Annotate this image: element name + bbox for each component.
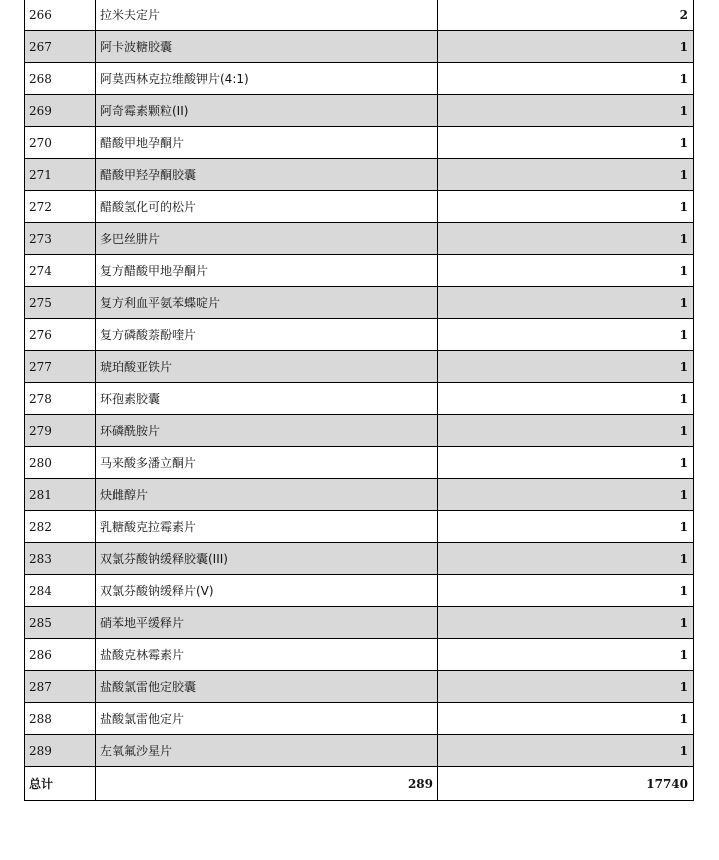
row-count: 1 [438, 415, 694, 447]
drug-name: 双氯芬酸钠缓释胶囊(III) [96, 543, 438, 575]
drug-name: 阿莫西林克拉维酸钾片(4:1) [96, 63, 438, 95]
table-row [25, 63, 694, 95]
row-number: 277 [25, 351, 96, 383]
table-row [25, 31, 694, 63]
row-number: 284 [25, 575, 96, 607]
row-number: 278 [25, 383, 96, 415]
row-count: 1 [438, 479, 694, 511]
row-count: 1 [438, 511, 694, 543]
drug-name: 拉米夫定片 [96, 0, 438, 31]
row-count: 1 [438, 159, 694, 191]
table-row [25, 607, 694, 639]
row-number: 279 [25, 415, 96, 447]
table-body [25, 0, 694, 801]
row-count: 1 [438, 223, 694, 255]
table-row [25, 575, 694, 607]
row-number: 268 [25, 63, 96, 95]
drug-name: 醋酸甲羟孕酮胶囊 [96, 159, 438, 191]
row-number: 276 [25, 319, 96, 351]
drug-name: 硝苯地平缓释片 [96, 607, 438, 639]
row-count: 1 [438, 607, 694, 639]
drug-name: 琥珀酸亚铁片 [96, 351, 438, 383]
drug-name: 马来酸多潘立酮片 [96, 447, 438, 479]
row-number: 287 [25, 671, 96, 703]
drug-name: 醋酸氢化可的松片 [96, 191, 438, 223]
row-number: 286 [25, 639, 96, 671]
row-number: 270 [25, 127, 96, 159]
row-count: 1 [438, 127, 694, 159]
row-number: 283 [25, 543, 96, 575]
drug-name: 醋酸甲地孕酮片 [96, 127, 438, 159]
row-number: 285 [25, 607, 96, 639]
table-row [25, 447, 694, 479]
drug-name: 多巴丝肼片 [96, 223, 438, 255]
drug-name: 阿奇霉素颗粒(II) [96, 95, 438, 127]
drug-name: 复方利血平氨苯蝶啶片 [96, 287, 438, 319]
row-count: 1 [438, 287, 694, 319]
table-row [25, 255, 694, 287]
row-number: 267 [25, 31, 96, 63]
table-row [25, 735, 694, 767]
table-row [25, 127, 694, 159]
row-count: 1 [438, 31, 694, 63]
drug-name: 复方磷酸萘酚喹片 [96, 319, 438, 351]
row-number: 282 [25, 511, 96, 543]
table-row [25, 415, 694, 447]
row-count: 1 [438, 255, 694, 287]
row-number: 275 [25, 287, 96, 319]
drug-name: 阿卡波糖胶囊 [96, 31, 438, 63]
total-items: 289 [96, 767, 438, 801]
table-row [25, 639, 694, 671]
table-row [25, 95, 694, 127]
table-row [25, 159, 694, 191]
row-count: 2 [438, 0, 694, 31]
drug-table [24, 0, 694, 801]
row-count: 1 [438, 447, 694, 479]
drug-name: 环孢素胶囊 [96, 383, 438, 415]
row-count: 1 [438, 639, 694, 671]
row-count: 1 [438, 63, 694, 95]
table-row [25, 0, 694, 31]
row-count: 1 [438, 703, 694, 735]
row-number: 266 [25, 0, 96, 31]
table-row [25, 383, 694, 415]
table-row [25, 319, 694, 351]
table-row [25, 671, 694, 703]
row-count: 1 [438, 95, 694, 127]
table-row [25, 511, 694, 543]
total-label: 总计 [25, 767, 96, 801]
row-count: 1 [438, 191, 694, 223]
row-count: 1 [438, 351, 694, 383]
drug-name: 左氧氟沙星片 [96, 735, 438, 767]
table-row [25, 543, 694, 575]
row-count: 1 [438, 319, 694, 351]
drug-name: 双氯芬酸钠缓释片(V) [96, 575, 438, 607]
row-count: 1 [438, 671, 694, 703]
drug-name: 复方醋酸甲地孕酮片 [96, 255, 438, 287]
row-number: 272 [25, 191, 96, 223]
table-row [25, 287, 694, 319]
total-row [25, 767, 694, 801]
row-number: 273 [25, 223, 96, 255]
row-number: 280 [25, 447, 96, 479]
row-number: 288 [25, 703, 96, 735]
row-number: 271 [25, 159, 96, 191]
drug-name: 环磷酰胺片 [96, 415, 438, 447]
table-row [25, 351, 694, 383]
row-count: 1 [438, 543, 694, 575]
drug-name: 盐酸氯雷他定胶囊 [96, 671, 438, 703]
row-number: 281 [25, 479, 96, 511]
drug-name: 乳糖酸克拉霉素片 [96, 511, 438, 543]
row-number: 269 [25, 95, 96, 127]
row-number: 289 [25, 735, 96, 767]
row-count: 1 [438, 383, 694, 415]
row-number: 274 [25, 255, 96, 287]
table-row [25, 479, 694, 511]
drug-name: 盐酸克林霉素片 [96, 639, 438, 671]
table-row [25, 703, 694, 735]
drug-name: 炔雌醇片 [96, 479, 438, 511]
total-count: 17740 [438, 767, 694, 801]
row-count: 1 [438, 735, 694, 767]
table-row [25, 223, 694, 255]
table-row [25, 191, 694, 223]
drug-name: 盐酸氯雷他定片 [96, 703, 438, 735]
row-count: 1 [438, 575, 694, 607]
